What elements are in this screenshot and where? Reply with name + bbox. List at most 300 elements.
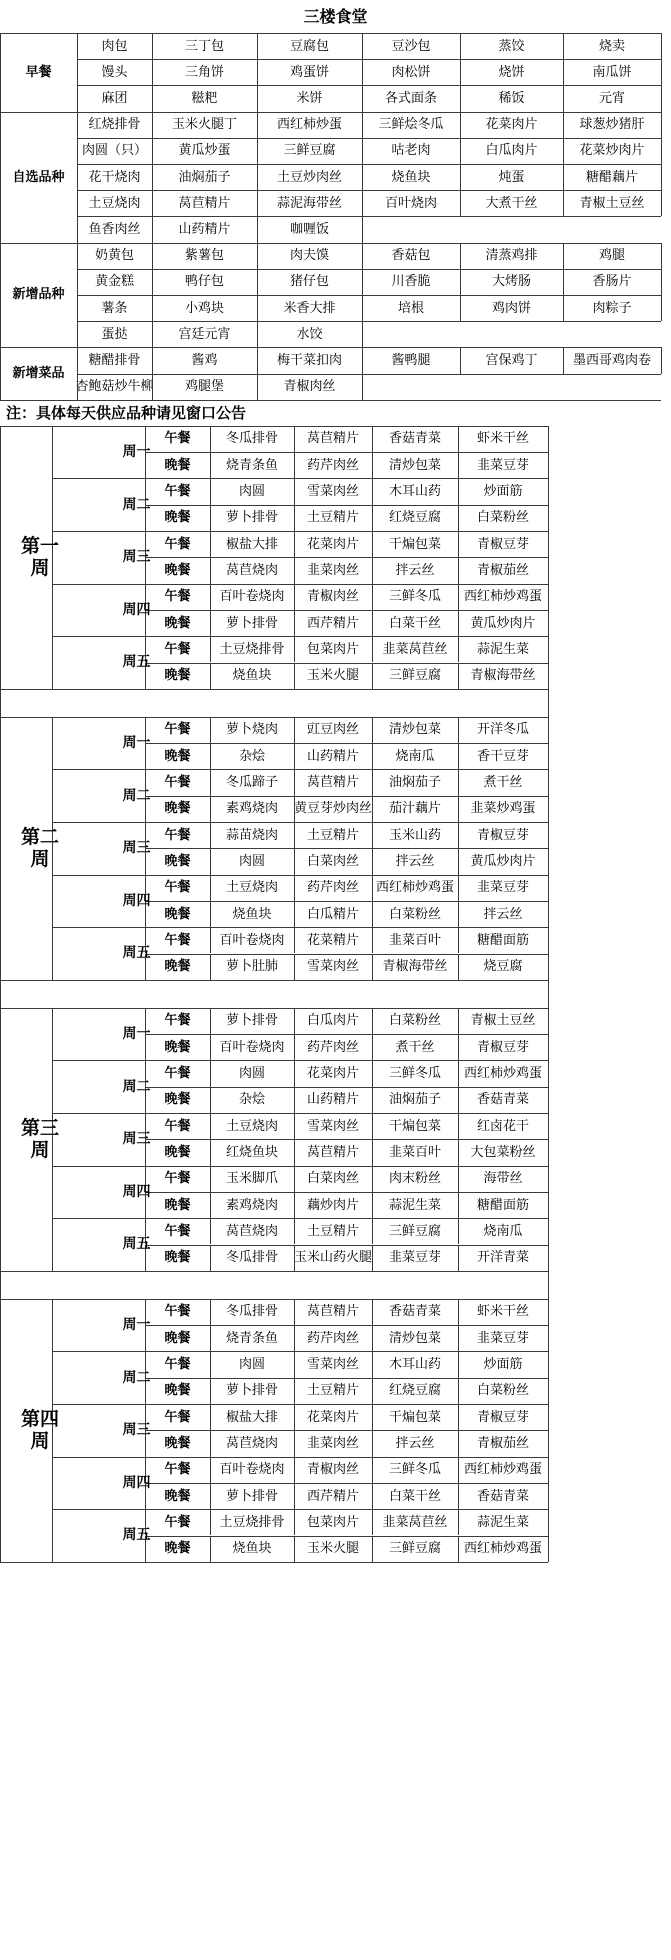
grid-line	[372, 663, 373, 689]
grid-line	[563, 138, 564, 164]
grid-line	[77, 33, 78, 59]
dish: 素鸡烧肉	[225, 1197, 278, 1213]
menu-item: 土豆烧肉	[88, 195, 141, 211]
dish: 青椒豆芽	[476, 1039, 529, 1055]
lunch-label: 午餐	[164, 1118, 191, 1134]
day-label: 周五	[122, 1236, 151, 1253]
dish: 烧鱼块	[232, 1541, 272, 1557]
grid-line	[372, 927, 373, 953]
grid-line	[294, 531, 295, 557]
dish: 韭菜豆芽	[476, 1330, 529, 1346]
dish: 红烧鱼块	[225, 1144, 278, 1160]
menu-item: 梅干菜扣肉	[276, 352, 342, 368]
dish: 山药精片	[306, 748, 359, 764]
grid-line	[362, 269, 363, 295]
dish: 莴苣精片	[306, 431, 359, 447]
dish: 雪菜肉丝	[306, 959, 359, 975]
dish: 清炒包菜	[388, 457, 441, 473]
dish: 西红柿炒鸡蛋	[463, 1462, 542, 1478]
dish: 黄瓜炒肉片	[470, 615, 536, 631]
dish: 肉末粉丝	[388, 1171, 441, 1187]
grid-line	[458, 717, 459, 743]
grid-line	[548, 1271, 549, 1299]
grid-line	[294, 610, 295, 636]
dish: 莴苣烧肉	[225, 562, 278, 578]
dish: 韭菜豆芽	[476, 457, 529, 473]
grid-line	[563, 164, 564, 190]
dish: 百叶卷烧肉	[219, 1039, 285, 1055]
grid-line	[257, 164, 258, 190]
lunch-label: 午餐	[164, 827, 191, 843]
dinner-label: 晚餐	[164, 748, 191, 764]
dish: 油焖茄子	[388, 1092, 441, 1108]
dinner-label: 晚餐	[164, 801, 191, 817]
dish: 大包菜粉丝	[470, 1144, 536, 1160]
grid-line	[458, 452, 459, 478]
grid-line	[294, 478, 295, 504]
grid-line	[458, 557, 459, 583]
dish: 椒盐大排	[225, 1409, 278, 1425]
lunch-label: 午餐	[164, 775, 191, 791]
grid-line	[548, 426, 549, 689]
grid-line	[372, 1139, 373, 1165]
grid-line	[458, 426, 459, 452]
dish: 烧南瓜	[483, 1223, 523, 1239]
grid-line	[458, 927, 459, 953]
grid-line	[372, 1536, 373, 1562]
grid-line	[458, 1113, 459, 1139]
dish: 肉圆	[238, 853, 265, 869]
grid-line	[458, 743, 459, 769]
grid-line	[372, 505, 373, 531]
menu-item: 糖醋藕片	[585, 169, 638, 185]
grid-line	[372, 822, 373, 848]
grid-line	[257, 138, 258, 164]
grid-line	[372, 1008, 373, 1034]
grid-line	[458, 1008, 459, 1034]
dish: 黄瓜炒肉片	[470, 853, 536, 869]
dish: 冬瓜排骨	[225, 431, 278, 447]
menu-item: 小鸡块	[184, 300, 224, 316]
grid-line	[0, 980, 548, 981]
grid-line	[152, 374, 153, 400]
dinner-label: 晚餐	[164, 1330, 191, 1346]
dish: 土豆烧排骨	[219, 1514, 285, 1530]
grid-line	[460, 138, 461, 164]
dish: 萝卜排骨	[225, 1013, 278, 1029]
menu-item: 川香脆	[391, 274, 431, 290]
dish: 烧豆腐	[483, 959, 523, 975]
dish: 三鲜豆腐	[388, 1541, 441, 1557]
grid-line	[372, 1218, 373, 1244]
grid-line	[294, 1299, 295, 1325]
dish: 青椒豆芽	[476, 827, 529, 843]
lunch-label: 午餐	[164, 536, 191, 552]
dish: 百叶卷烧肉	[219, 1462, 285, 1478]
menu-item: 三鲜豆腐	[283, 143, 336, 159]
dish: 萝卜烧肉	[225, 722, 278, 738]
dish: 韭菜肉丝	[306, 562, 359, 578]
grid-line	[362, 347, 363, 373]
grid-line	[152, 347, 153, 373]
grid-line	[458, 1430, 459, 1456]
dish: 烧青条鱼	[225, 1330, 278, 1346]
dish: 花菜肉片	[306, 1066, 359, 1082]
grid-line	[372, 743, 373, 769]
dish: 青椒豆芽	[476, 1409, 529, 1425]
menu-item: 猪仔包	[289, 274, 329, 290]
grid-line	[152, 164, 153, 190]
grid-line	[294, 1509, 295, 1535]
dish: 药芹肉丝	[306, 1330, 359, 1346]
dish: 白菜干丝	[388, 615, 441, 631]
grid-line	[294, 1404, 295, 1430]
dish: 西红柿炒鸡蛋	[463, 1066, 542, 1082]
lunch-label: 午餐	[164, 1409, 191, 1425]
dish: 煮干丝	[483, 775, 523, 791]
dish: 花菜精片	[306, 932, 359, 948]
grid-line	[458, 769, 459, 795]
dish: 冬瓜排骨	[225, 1250, 278, 1266]
menu-item: 西红柿炒蛋	[276, 117, 342, 133]
dish: 韭菜豆芽	[476, 880, 529, 896]
dish: 煮干丝	[395, 1039, 435, 1055]
grid-line	[257, 374, 258, 400]
menu-item: 墨西哥鸡肉卷	[572, 352, 651, 368]
grid-line	[563, 112, 564, 138]
menu-item: 肉粽子	[592, 300, 632, 316]
grid-line	[460, 164, 461, 190]
menu-item: 山药精片	[178, 221, 231, 237]
grid-line	[458, 1325, 459, 1351]
grid-line	[257, 243, 258, 269]
grid-line	[77, 85, 78, 111]
grid-line	[294, 452, 295, 478]
grid-line	[548, 717, 549, 980]
grid-line	[152, 59, 153, 85]
grid-line	[294, 1139, 295, 1165]
grid-line	[294, 1378, 295, 1404]
menu-item: 馒头	[101, 64, 128, 80]
dish: 香菇青菜	[388, 431, 441, 447]
grid-line	[362, 295, 363, 321]
grid-line	[563, 269, 564, 295]
grid-line	[372, 1457, 373, 1483]
lunch-label: 午餐	[164, 431, 191, 447]
grid-line	[152, 321, 153, 347]
grid-line	[460, 347, 461, 373]
menu-item: 花干烧肉	[88, 169, 141, 185]
grid-line	[152, 138, 153, 164]
menu-item: 香菇包	[391, 248, 431, 264]
lunch-label: 午餐	[164, 1304, 191, 1320]
grid-line	[372, 531, 373, 557]
dish: 青椒土豆丝	[470, 1013, 536, 1029]
dish: 拌云丝	[395, 562, 435, 578]
grid-line	[372, 1325, 373, 1351]
grid-line	[294, 848, 295, 874]
dish: 韭菜豆芽	[388, 1250, 441, 1266]
grid-line	[458, 584, 459, 610]
dish: 三鲜冬瓜	[388, 589, 441, 605]
menu-item: 鸭仔包	[184, 274, 224, 290]
dish: 木耳山药	[388, 484, 441, 500]
grid-line	[458, 1166, 459, 1192]
menu-item: 酱鸡	[191, 352, 218, 368]
dish: 韭菜莴苣丝	[382, 1514, 448, 1530]
dish: 土豆精片	[306, 1383, 359, 1399]
category-label: 新增品种	[12, 287, 65, 303]
page-title: 三楼食堂	[303, 6, 368, 26]
grid-line	[152, 269, 153, 295]
lunch-label: 午餐	[164, 641, 191, 657]
menu-item: 花菜肉片	[485, 117, 538, 133]
dish: 莴苣精片	[306, 1144, 359, 1160]
grid-line	[294, 875, 295, 901]
grid-line	[372, 1483, 373, 1509]
dinner-label: 晚餐	[164, 615, 191, 631]
grid-line	[0, 1271, 1, 1299]
grid-line	[294, 927, 295, 953]
grid-line	[362, 216, 363, 242]
grid-line	[372, 954, 373, 980]
day-label: 周三	[122, 549, 151, 566]
grid-line	[548, 689, 549, 717]
grid-line	[563, 243, 564, 269]
day-label: 周四	[122, 1183, 151, 1200]
grid-line	[458, 1299, 459, 1325]
lunch-label: 午餐	[164, 1223, 191, 1239]
lunch-label: 午餐	[164, 1066, 191, 1082]
grid-line	[372, 1351, 373, 1377]
dish: 杂烩	[238, 748, 265, 764]
grid-line	[458, 901, 459, 927]
menu-item: 白瓜肉片	[485, 143, 538, 159]
day-label: 周四	[122, 1474, 151, 1491]
dish: 三鲜豆腐	[388, 1223, 441, 1239]
grid-line	[372, 452, 373, 478]
menu-item: 奶黄包	[94, 248, 134, 264]
grid-line	[294, 1087, 295, 1113]
dinner-label: 晚餐	[164, 1197, 191, 1213]
menu-item: 麻团	[101, 90, 128, 106]
grid-line	[458, 1245, 459, 1271]
grid-line	[458, 822, 459, 848]
grid-line	[372, 1113, 373, 1139]
dish: 椒盐大排	[225, 536, 278, 552]
grid-line	[77, 347, 78, 373]
grid-line	[458, 1192, 459, 1218]
dinner-label: 晚餐	[164, 1144, 191, 1160]
dish: 西芹精片	[306, 1488, 359, 1504]
dish: 药芹肉丝	[306, 1039, 359, 1055]
day-label: 周五	[122, 945, 151, 962]
week-label: 第三周	[20, 1116, 59, 1162]
grid-line	[0, 689, 548, 690]
grid-line	[362, 321, 363, 347]
dish: 海带丝	[483, 1171, 523, 1187]
grid-line	[294, 1218, 295, 1244]
grid-line	[257, 269, 258, 295]
grid-line	[460, 190, 461, 216]
grid-line	[372, 875, 373, 901]
dinner-label: 晚餐	[164, 668, 191, 684]
grid-line	[372, 1404, 373, 1430]
menu-item: 紫薯包	[184, 248, 224, 264]
grid-line	[257, 85, 258, 111]
day-label: 周二	[122, 496, 151, 513]
dish: 烧南瓜	[395, 748, 435, 764]
dish: 玉米山药	[388, 827, 441, 843]
grid-line	[372, 1509, 373, 1535]
grid-line	[294, 717, 295, 743]
grid-line	[152, 216, 153, 242]
supply-note: 注：具体每天供应品种请见窗口公告	[6, 404, 247, 423]
dish: 玉米火腿	[306, 668, 359, 684]
grid-line	[294, 1325, 295, 1351]
menu-item: 蒸饺	[498, 38, 525, 54]
grid-line	[460, 295, 461, 321]
day-label: 周三	[122, 1422, 151, 1439]
menu-item: 红烧排骨	[88, 117, 141, 133]
menu-item: 大烤肠	[491, 274, 531, 290]
grid-line	[294, 557, 295, 583]
lunch-label: 午餐	[164, 1462, 191, 1478]
grid-line	[77, 321, 78, 347]
dinner-label: 晚餐	[164, 1383, 191, 1399]
menu-item: 百叶烧肉	[384, 195, 437, 211]
menu-item: 鸡腿堡	[184, 379, 224, 395]
menu-item: 糖醋排骨	[88, 352, 141, 368]
menu-item: 米香大排	[283, 300, 336, 316]
dish: 白菜粉丝	[476, 510, 529, 526]
grid-line	[372, 717, 373, 743]
grid-line	[257, 321, 258, 347]
dish: 肉圆	[238, 1066, 265, 1082]
dish: 炒面筋	[483, 484, 523, 500]
menu-item: 米饼	[296, 90, 323, 106]
menu-item: 球葱炒猪肝	[579, 117, 645, 133]
grid-line	[294, 822, 295, 848]
day-label: 周五	[122, 654, 151, 671]
category-label: 早餐	[25, 64, 52, 80]
dish: 韭菜百叶	[388, 1144, 441, 1160]
grid-line	[458, 531, 459, 557]
grid-line	[362, 243, 363, 269]
dinner-label: 晚餐	[164, 510, 191, 526]
lunch-label: 午餐	[164, 1514, 191, 1530]
grid-line	[458, 954, 459, 980]
day-label: 周二	[122, 787, 151, 804]
grid-line	[460, 59, 461, 85]
menu-item: 三丁包	[184, 38, 224, 54]
dish: 烧鱼块	[232, 906, 272, 922]
dish: 香菇青菜	[476, 1092, 529, 1108]
dish: 蒜泥生菜	[388, 1197, 441, 1213]
menu-item: 玉米火腿丁	[171, 117, 237, 133]
grid-line	[372, 848, 373, 874]
dinner-label: 晚餐	[164, 1435, 191, 1451]
category-label: 新增菜品	[12, 366, 65, 382]
menu-item: 烧鱼块	[391, 169, 431, 185]
grid-line	[294, 636, 295, 662]
grid-line	[458, 1509, 459, 1535]
grid-line	[458, 1087, 459, 1113]
dish: 百叶卷烧肉	[219, 932, 285, 948]
grid-line	[372, 636, 373, 662]
dish: 韭菜莴苣丝	[382, 641, 448, 657]
category-label: 自选品种	[12, 169, 65, 185]
grid-line	[460, 243, 461, 269]
grid-line	[362, 164, 363, 190]
menu-item: 薯条	[101, 300, 128, 316]
menu-item: 杏鲍菇炒牛柳	[75, 379, 154, 395]
dinner-label: 晚餐	[164, 906, 191, 922]
dish: 拌云丝	[395, 1435, 435, 1451]
menu-item: 各式面条	[384, 90, 437, 106]
grid-line	[372, 901, 373, 927]
dish: 青椒肉丝	[306, 589, 359, 605]
week-label: 第二周	[20, 825, 59, 871]
grid-line	[0, 1271, 548, 1272]
grid-line	[460, 269, 461, 295]
grid-line	[294, 769, 295, 795]
grid-line	[294, 743, 295, 769]
dish: 茄汁藕片	[388, 801, 441, 817]
grid-line	[77, 190, 78, 216]
grid-line	[661, 112, 662, 217]
lunch-label: 午餐	[164, 1171, 191, 1187]
dish: 莴苣烧肉	[225, 1435, 278, 1451]
grid-line	[372, 1192, 373, 1218]
dish: 土豆精片	[306, 827, 359, 843]
dish: 土豆烧肉	[225, 1118, 278, 1134]
day-label: 周二	[122, 1369, 151, 1386]
grid-line	[294, 1483, 295, 1509]
dinner-label: 晚餐	[164, 562, 191, 578]
menu-item: 黄瓜炒蛋	[178, 143, 231, 159]
grid-line	[372, 1166, 373, 1192]
grid-line	[294, 1113, 295, 1139]
menu-item: 烧卖	[598, 38, 625, 54]
menu-item: 肉包	[101, 38, 128, 54]
dish: 药芹肉丝	[306, 457, 359, 473]
menu-item: 青椒肉丝	[283, 379, 336, 395]
grid-line	[372, 1060, 373, 1086]
grid-line	[458, 1483, 459, 1509]
dish: 肉圆	[238, 1357, 265, 1373]
dinner-label: 晚餐	[164, 1039, 191, 1055]
grid-line	[362, 138, 363, 164]
dish: 土豆烧肉	[225, 880, 278, 896]
grid-line	[294, 584, 295, 610]
day-label: 周一	[122, 444, 151, 461]
week-label: 第一周	[20, 534, 59, 580]
grid-line	[257, 216, 258, 242]
dish: 三鲜豆腐	[388, 668, 441, 684]
grid-line	[257, 33, 258, 59]
dish: 开洋青菜	[476, 1250, 529, 1266]
menu-item: 南瓜饼	[592, 64, 632, 80]
grid-line	[294, 1245, 295, 1271]
grid-line	[458, 636, 459, 662]
grid-line	[372, 1034, 373, 1060]
dish: 莴苣烧肉	[225, 1223, 278, 1239]
dish: 包菜肉片	[306, 1514, 359, 1530]
dish: 白菜干丝	[388, 1488, 441, 1504]
dish: 炒面筋	[483, 1357, 523, 1373]
dish: 虾米干丝	[476, 1304, 529, 1320]
